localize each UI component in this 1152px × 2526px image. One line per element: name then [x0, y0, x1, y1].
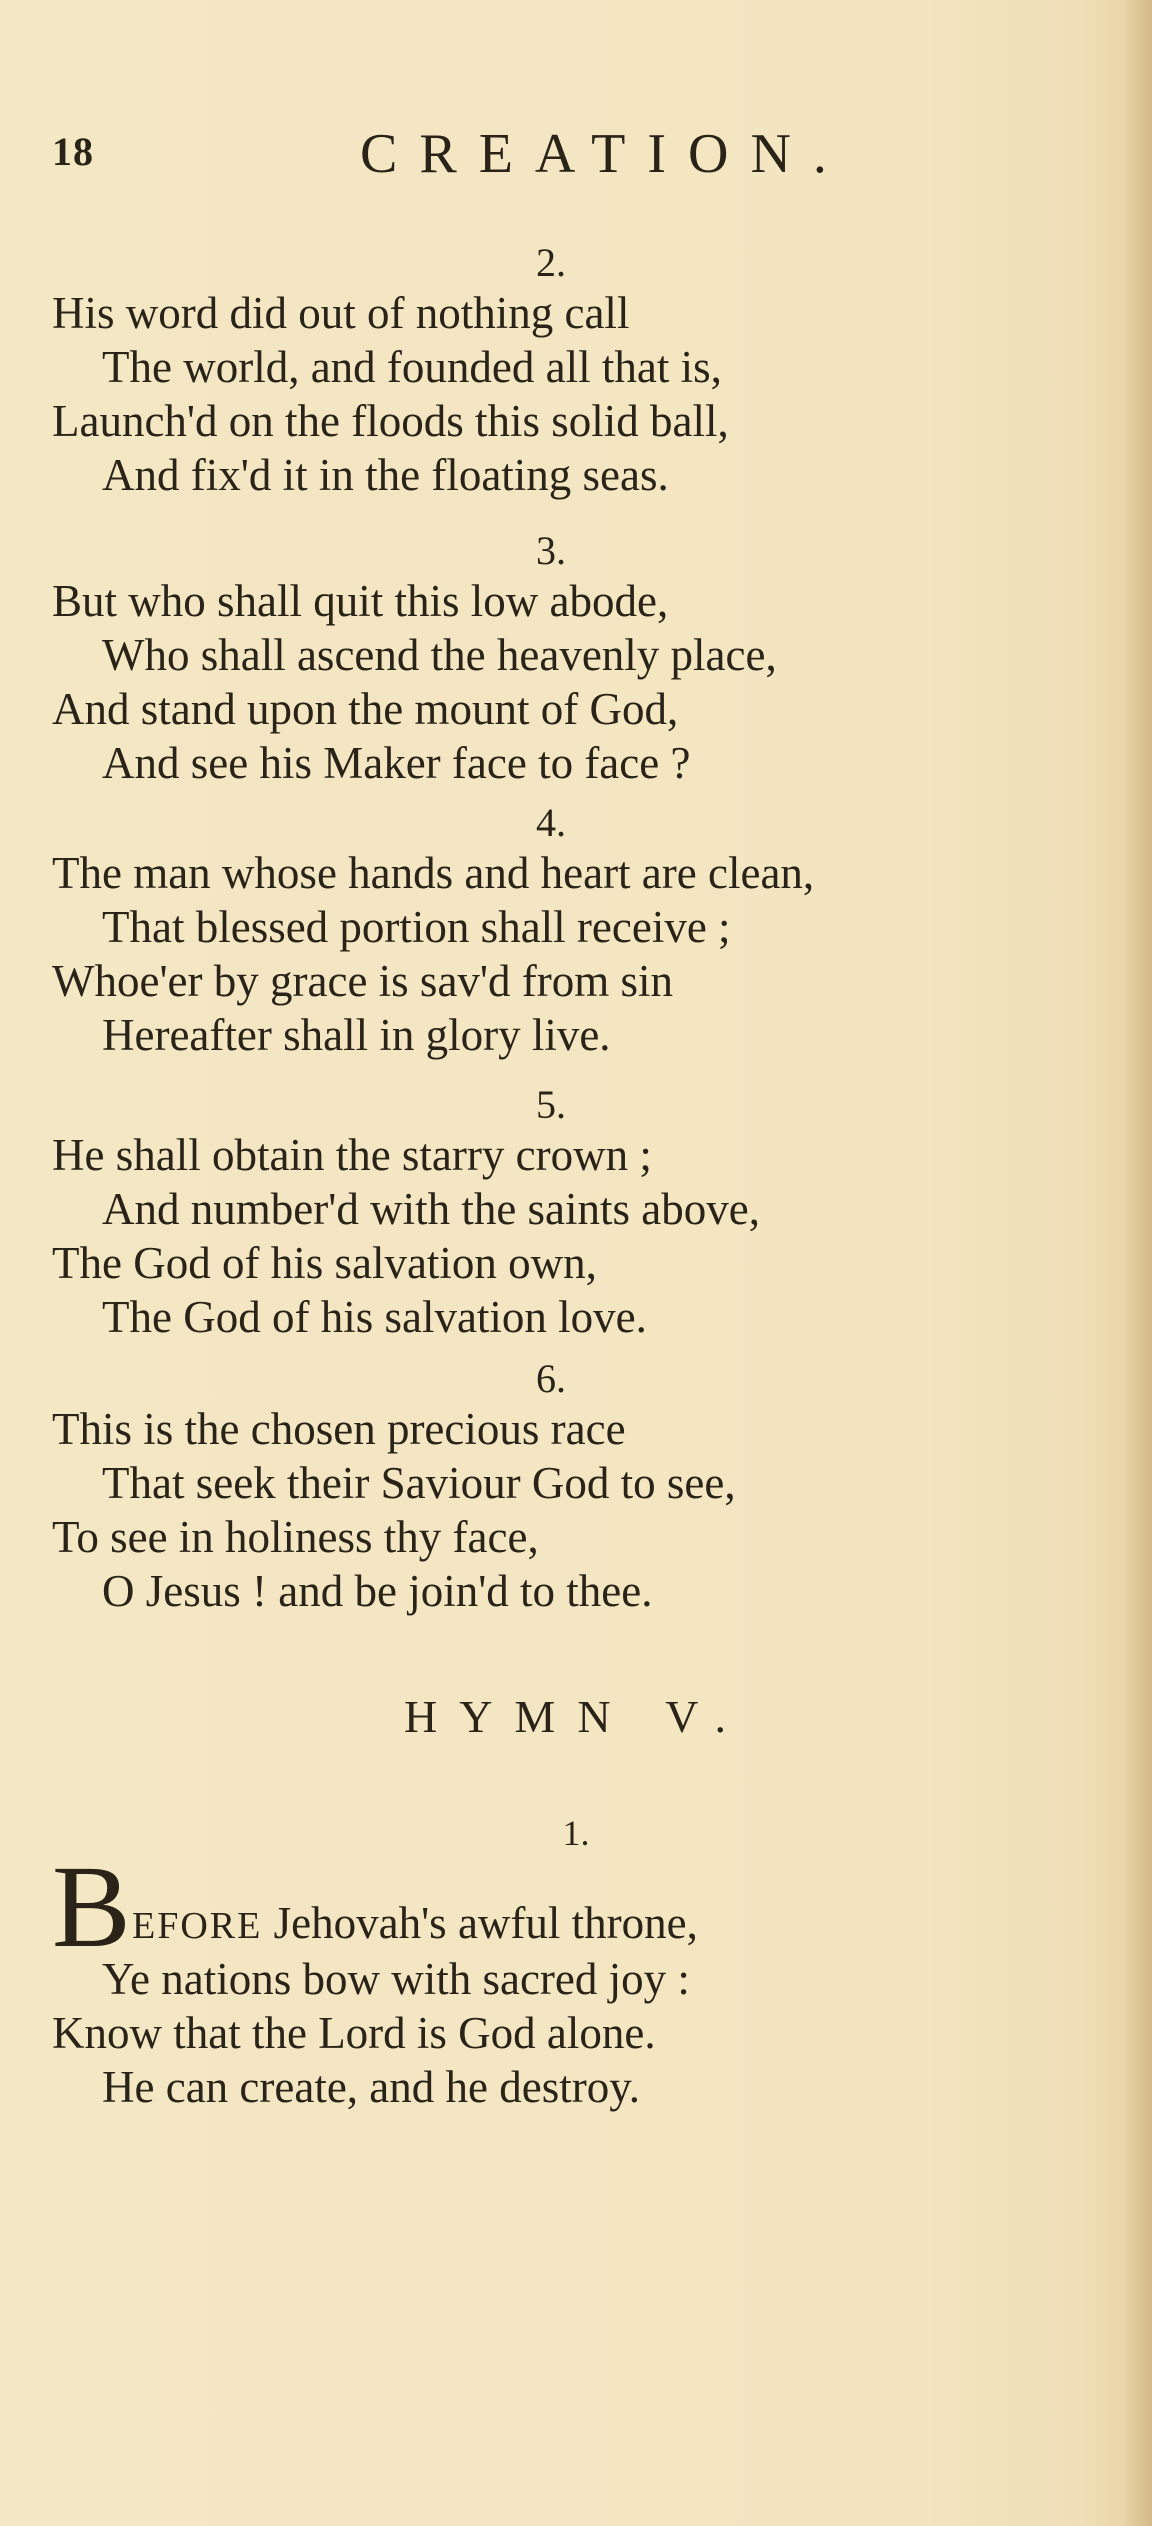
hymn-5-stanza-1	[0, 1841, 1152, 2114]
first-word-small-caps: EFORE	[132, 1905, 263, 1947]
stanza-4	[0, 800, 1152, 1062]
verse-line: This is the chosen precious race	[52, 1404, 626, 1454]
verse-line: The God of his salvation love.	[102, 1292, 647, 1342]
verse-line: The man whose hands and heart are clean,	[52, 848, 815, 898]
verse-line: But who shall quit this low abode,	[52, 576, 669, 626]
first-line-text	[132, 1896, 698, 1953]
verse-line: And number'd with the saints above,	[102, 1184, 760, 1234]
verse-line: His word did out of nothing call	[52, 288, 630, 338]
stanza-3	[0, 528, 1152, 790]
stanza-number: 1.	[562, 1813, 590, 1853]
verse-line: Know that the Lord is God alone.	[52, 2008, 656, 2058]
verse-line: And stand upon the mount of God,	[52, 684, 679, 734]
verse-line: The world, and founded all that is,	[102, 342, 722, 392]
verse-line: To see in holiness thy face,	[52, 1512, 539, 1562]
hymn-title: HYMN V.	[403, 1691, 749, 1742]
stanza-5	[0, 1082, 1152, 1344]
page-header	[0, 123, 1152, 198]
verse-line: Ye nations bow with sacred joy :	[102, 1954, 690, 2004]
verse-line: And fix'd it in the floating seas.	[102, 450, 669, 500]
verse-line: Launch'd on the floods this solid ball,	[52, 396, 729, 446]
stanza-number: 4.	[536, 800, 566, 845]
running-head: CREATION.	[360, 123, 849, 185]
stanza-number: 5.	[536, 1082, 566, 1127]
first-line-rest: Jehovah's awful throne,	[262, 1898, 698, 1948]
drop-cap: B	[52, 1841, 131, 1972]
first-line	[0, 1841, 1152, 1972]
stanza-number: 6.	[536, 1356, 566, 1401]
verse-line: The God of his salvation own,	[52, 1238, 597, 1288]
verse-line: O Jesus ! and be join'd to thee.	[102, 1566, 653, 1616]
stanza-number: 2.	[536, 240, 566, 285]
stanza-2	[0, 240, 1152, 502]
verse-line: That blessed portion shall receive ;	[102, 902, 731, 952]
verse-line: And see his Maker face to face ?	[102, 738, 691, 788]
page-number: 18	[52, 129, 94, 174]
verse-line: Whoe'er by grace is sav'd from sin	[52, 956, 674, 1006]
verse-line: He can create, and he destroy.	[102, 2062, 641, 2112]
verse-line: He shall obtain the starry crown ;	[52, 1130, 652, 1180]
verse-line: Who shall ascend the heavenly place,	[102, 630, 777, 680]
verse-line: That seek their Saviour God to see,	[102, 1458, 736, 1508]
stanza-number: 3.	[536, 528, 566, 573]
stanza-6	[0, 1356, 1152, 1618]
verse-line: Hereafter shall in glory live.	[102, 1010, 611, 1060]
